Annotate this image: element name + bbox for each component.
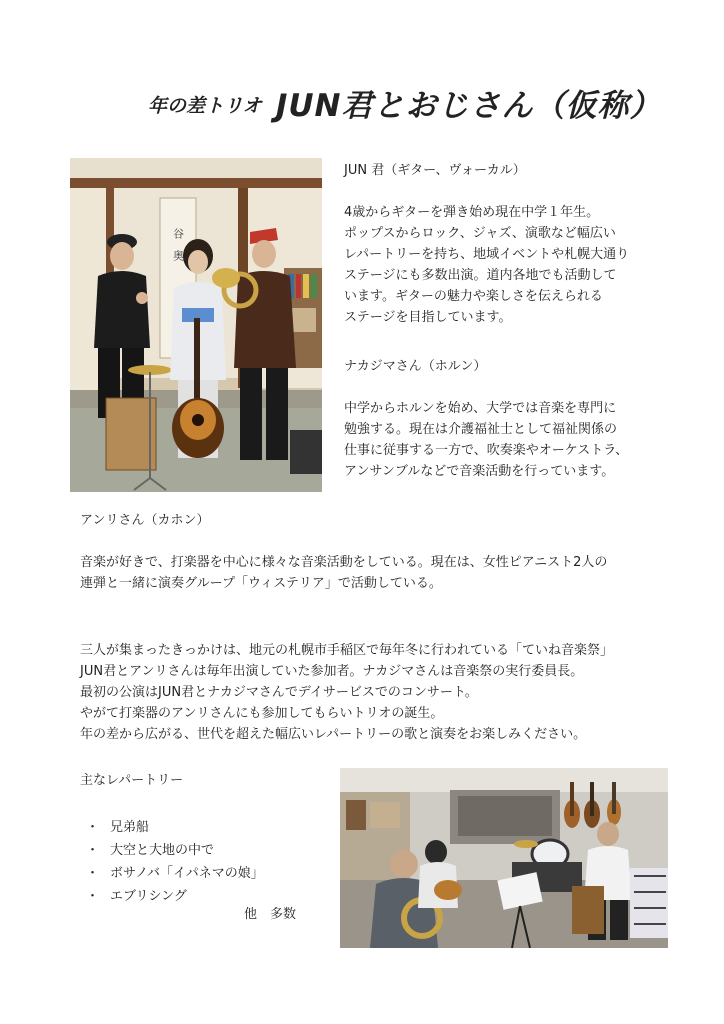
jun-line: ステージを目指しています。 bbox=[344, 310, 512, 325]
bullet: ・ bbox=[86, 889, 100, 904]
story-line: 年の差から広がる、世代を超えた幅広いレパートリーの歌と演奏をお楽しみください。 bbox=[80, 727, 587, 742]
jun-line: 4歳からギターを弾き始め現在中学１年生。 bbox=[344, 205, 600, 220]
anri-line: 連弾と一緒に演奏グループ「ウィステリア」で活動している。 bbox=[80, 576, 442, 591]
jun-heading: JUN 君（ギター、ヴォーカル） bbox=[344, 163, 526, 178]
bullet: ・ bbox=[86, 843, 100, 858]
page-title bbox=[148, 80, 688, 128]
repertoire-heading: 主なレパートリー bbox=[80, 773, 184, 788]
jun-description bbox=[344, 202, 629, 328]
nakajima-line: アンサンブルなどで音楽活動を行っています。 bbox=[344, 464, 615, 479]
jun-line: レパートリーを持ち、地域イベントや札幌大通り bbox=[344, 247, 630, 262]
nakajima-line: 中学からホルンを始め、大学では音楽を専門に bbox=[344, 401, 617, 416]
repertoire-item: 兄弟船 bbox=[110, 820, 150, 835]
rehearsal-photo bbox=[340, 768, 668, 948]
list-item bbox=[86, 839, 264, 862]
repertoire-list bbox=[86, 816, 264, 908]
list-item bbox=[86, 885, 264, 908]
anri-description bbox=[80, 552, 607, 594]
nakajima-heading: ナカジマさん（ホルン） bbox=[344, 359, 487, 374]
repertoire-item: エブリシング bbox=[110, 889, 187, 904]
scroll-text: 谷 奥 bbox=[171, 228, 185, 261]
nakajima-line: 勉強する。現在は介護福祉士として福祉関係の bbox=[344, 422, 618, 437]
anri-line: 音楽が好きで、打楽器を中心に様々な音楽活動をしている。現在は、女性ピアニスト2人の bbox=[80, 555, 608, 570]
story-line: やがて打楽器のアンリさんにも参加してもらいトリオの誕生。 bbox=[80, 706, 444, 721]
jun-line: ステージにも多数出演。道内各地でも活動して bbox=[344, 268, 617, 283]
list-item bbox=[86, 862, 264, 885]
story-line: 最初の公演はJUN君とナカジマさんでデイサービスでのコンサート。 bbox=[80, 685, 478, 700]
story-line: JUN君とアンリさんは毎年出演していた参加者。ナカジマさんは音楽祭の実行委員長。 bbox=[80, 664, 584, 679]
trio-photo bbox=[70, 158, 322, 492]
bullet: ・ bbox=[86, 866, 100, 881]
title-main: JUN君とおじさん（仮称） bbox=[275, 88, 662, 124]
jun-line: います。ギターの魅力や楽しさを伝えられる bbox=[344, 289, 603, 304]
title-subtitle: 年の差トリオ bbox=[148, 95, 262, 117]
repertoire-item: 大空と大地の中で bbox=[110, 843, 215, 858]
story-line: 三人が集まったきっかけは、地元の札幌市手稲区で毎年冬に行われている「ていね音楽祭」 bbox=[80, 643, 614, 658]
nakajima-description bbox=[344, 398, 628, 482]
anri-heading: アンリさん（カホン） bbox=[80, 513, 210, 528]
nakajima-line: 仕事に従事する一方で、吹奏楽やオーケストラ、 bbox=[344, 443, 629, 458]
repertoire-more: 他 多数 bbox=[244, 907, 297, 922]
jun-line: ポップスからロック、ジャズ、演歌など幅広い bbox=[344, 226, 616, 241]
list-item bbox=[86, 816, 264, 839]
bullet: ・ bbox=[86, 820, 100, 835]
story-paragraph bbox=[80, 640, 613, 745]
repertoire-item: ボサノバ「イパネマの娘」 bbox=[110, 866, 264, 881]
